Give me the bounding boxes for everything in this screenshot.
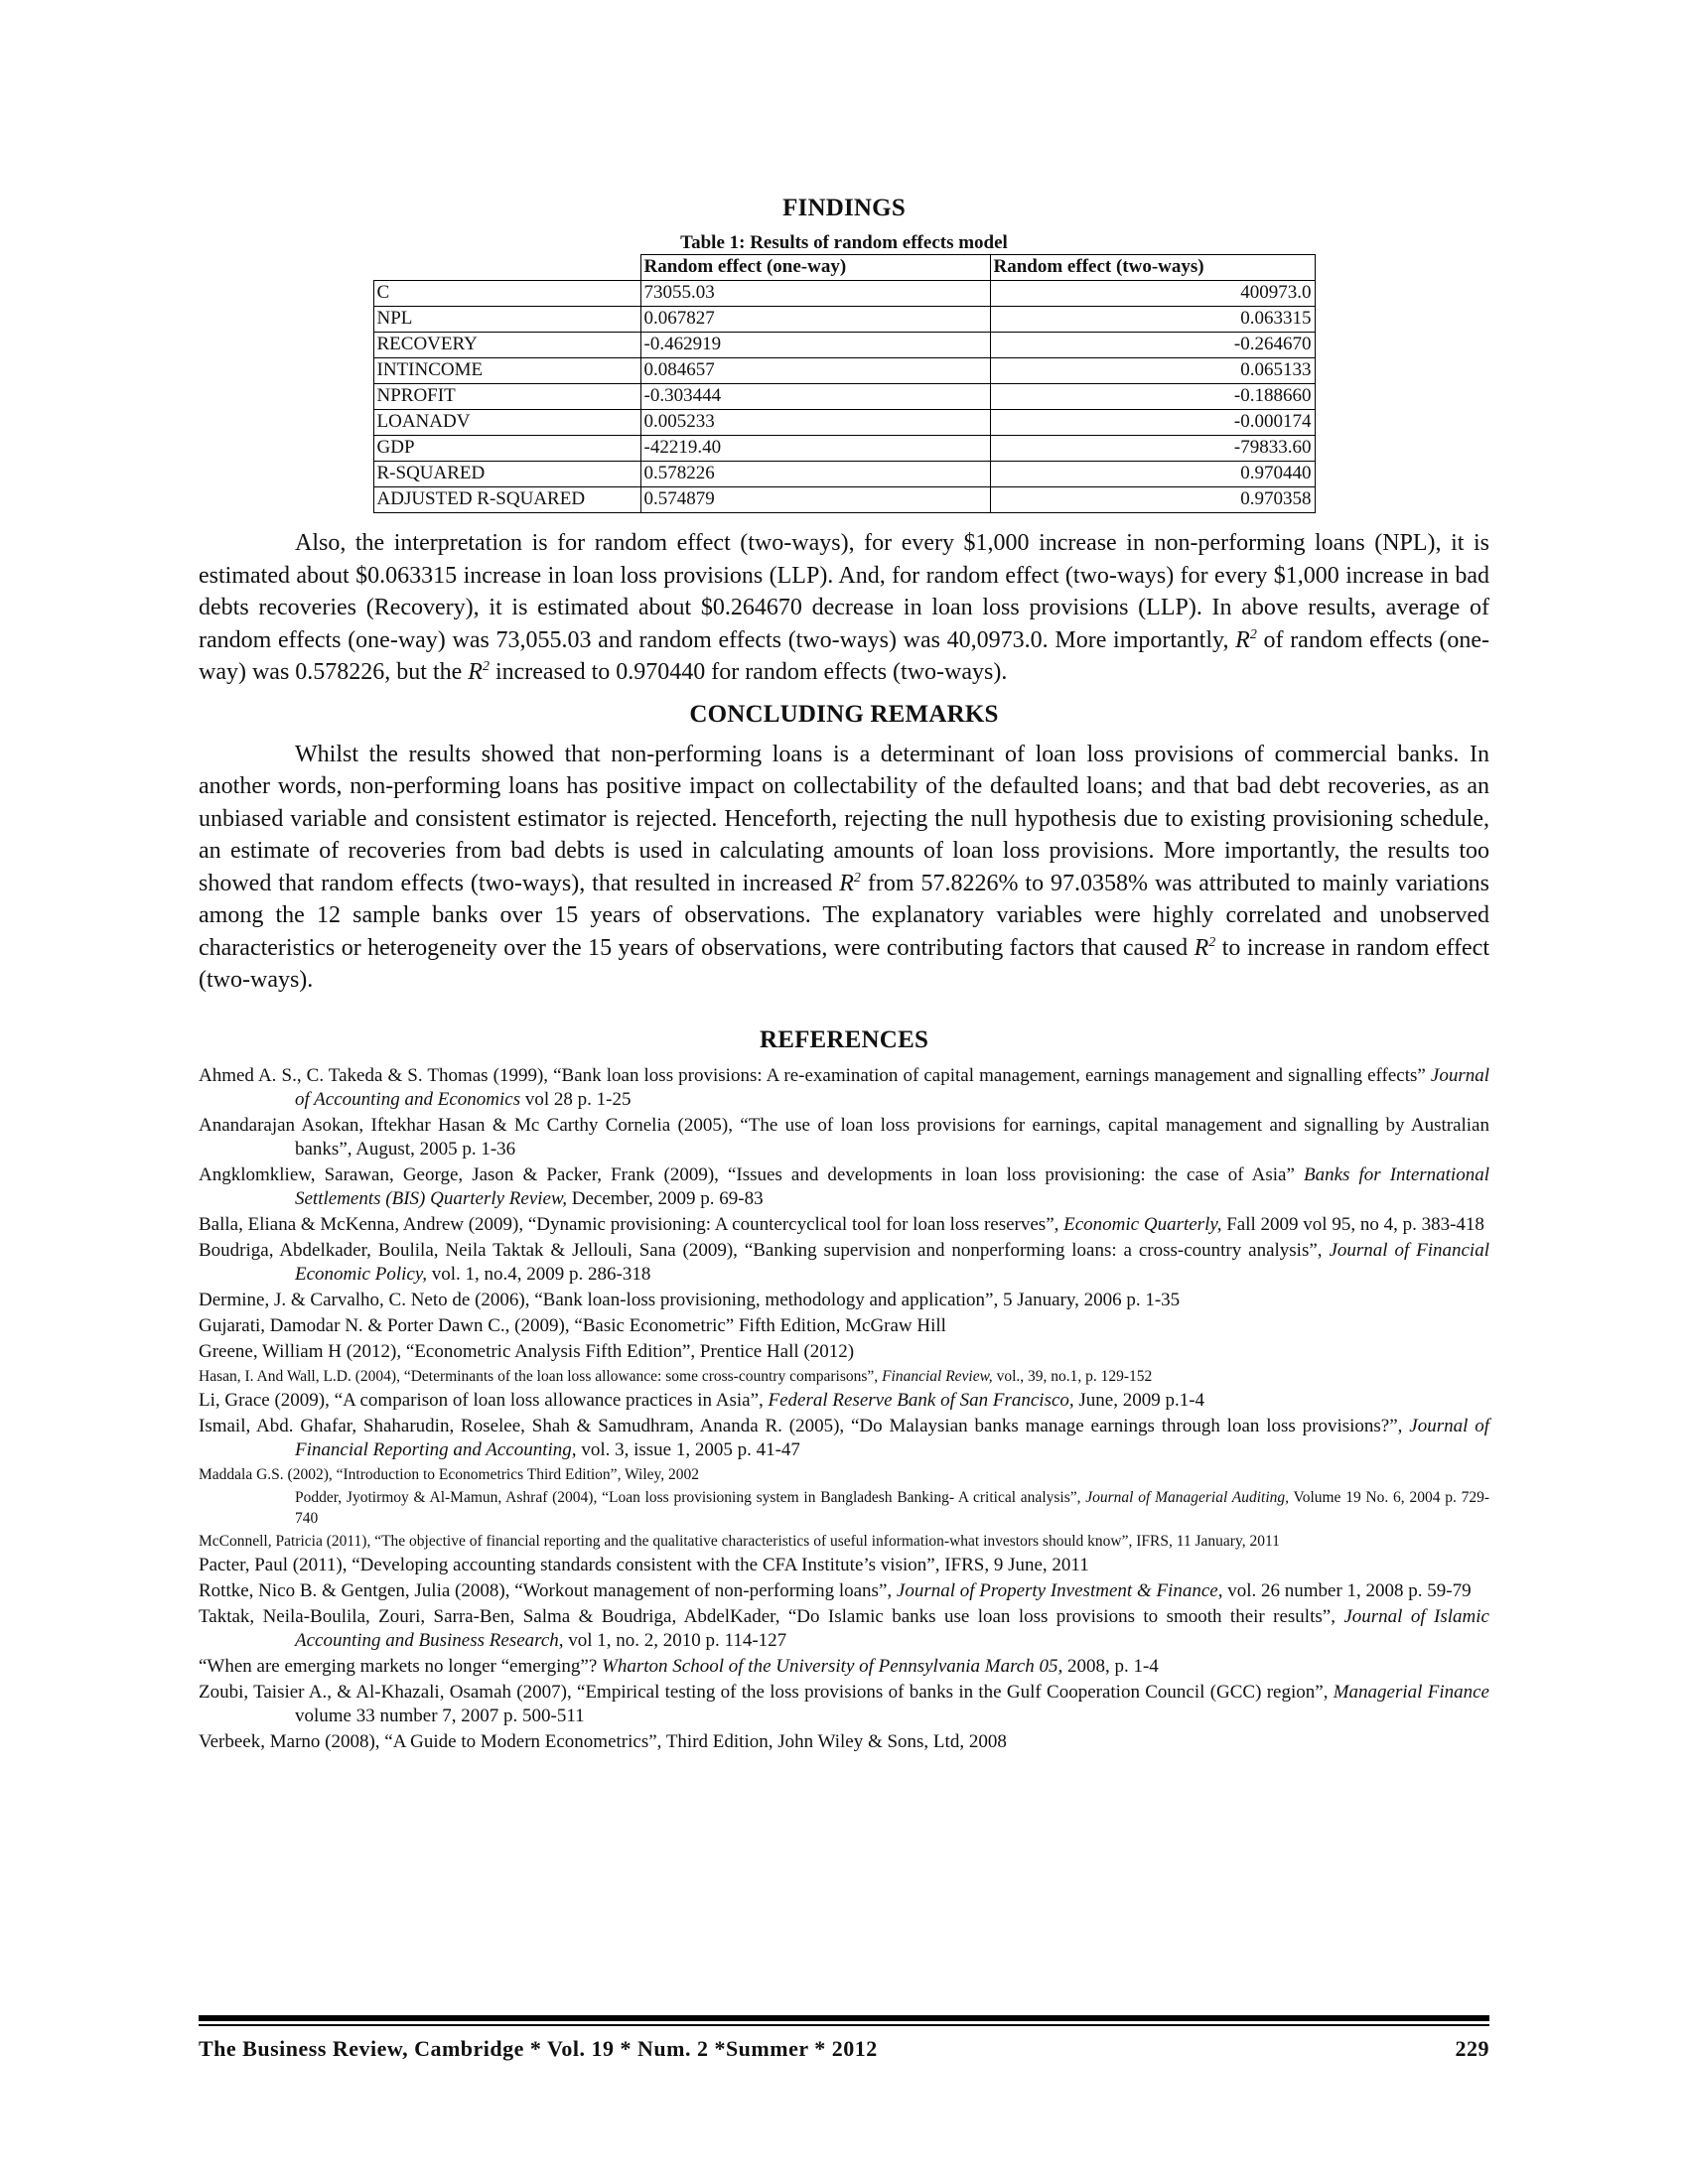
reference-text: “When are emerging markets no longer “emerging”?: [199, 1655, 603, 1677]
reference-journal: Journal of Islamic Accounting and Business Research,: [295, 1605, 1489, 1651]
findings-text-3: increased to 0.970440 for random effects (two-ways).: [494, 659, 1008, 685]
reference-entry: [199, 1605, 1489, 1653]
concluding-text-1: Whilst the results showed that non-performing loans is a determinant of loan loss provisions of commercial banks. In another words, non-performing loans has positive impact on collectability of the defaulted loans; and that bad debt recoveries, as an unbiased variable and consistent estimator is rejected. Henceforth, rejecting the null hypothesis due to existing provisioning schedule, an estimate of recoveries from bad debts is used in calculating amounts of loan loss provisions. More importantly, the results too showed that random effects (two-ways), that resulted in increased: [199, 741, 1489, 896]
r-symbol: R: [468, 659, 483, 685]
two-ways-value-cell: 0.970440: [990, 462, 1315, 487]
row-name-cell: RECOVERY: [373, 333, 640, 358]
reference-text: Pacter, Paul (2011), “Developing accounting standards consistent with the CFA Institute’s vision”, IFRS, 9 June, 2011: [199, 1554, 1089, 1575]
reference-journal: Economic Quarterly,: [1063, 1213, 1222, 1235]
two-ways-value-cell: 400973.0: [990, 281, 1315, 307]
table-row: [373, 436, 1315, 462]
table-caption: Table 1: Results of random effects model: [680, 232, 1008, 253]
one-way-value-cell: 0.005233: [640, 410, 990, 436]
footer-journal: The Business Review, Cambridge * Vol. 19 * Num. 2 *Summer * 2012: [199, 2036, 878, 2061]
one-way-value-cell: 0.578226: [640, 462, 990, 487]
reference-text: vol. 1, no.4, 2009 p. 286-318: [426, 1263, 651, 1285]
table-row: [373, 462, 1315, 487]
reference-text: June, 2009 p.1-4: [1073, 1389, 1205, 1411]
footer-rule-thin: [199, 2024, 1489, 2026]
reference-text: Balla, Eliana & McKenna, Andrew (2009), “Dynamic provisioning: A countercyclical tool for loan loss reserves”,: [199, 1213, 1064, 1235]
footer-page-number: 229: [1455, 2036, 1489, 2061]
reference-text: McConnell, Patricia (2011), “The objective of financial reporting and the qualitative characteristics of useful information-what investors should know”, IFRS, 11 January, 2011: [199, 1532, 1280, 1550]
reference-journal: Journal of Financial Reporting and Accounting,: [295, 1415, 1489, 1460]
table-row: [373, 333, 1315, 358]
row-name-cell: LOANADV: [373, 410, 640, 436]
r-squared-exponent: 2: [1249, 626, 1257, 642]
one-way-value-cell: -0.462919: [640, 333, 990, 358]
one-way-value-cell: -42219.40: [640, 436, 990, 462]
reference-entry: [199, 1730, 1489, 1754]
r-symbol: R: [1194, 934, 1209, 961]
two-ways-value-cell: 0.063315: [990, 307, 1315, 333]
one-way-value-cell: 0.574879: [640, 487, 990, 513]
reference-text: vol. 26 number 1, 2008 p. 59-79: [1222, 1579, 1472, 1601]
reference-text: December, 2009 p. 69-83: [567, 1187, 764, 1209]
table-header-one-way: Random effect (one-way): [640, 255, 990, 281]
findings-heading: FINDINGS: [782, 195, 906, 221]
reference-journal: Federal Reserve Bank of San Francisco,: [768, 1389, 1074, 1411]
concluding-paragraph: [199, 739, 1489, 997]
references-heading: REFERENCES: [759, 1025, 929, 1053]
reference-text: Angklomkliew, Sarawan, George, Jason & Packer, Frank (2009), “Issues and developments in loan loss provisioning: the case of Asia”: [199, 1163, 1304, 1185]
reference-entry: [199, 1415, 1489, 1462]
r-symbol: R: [1235, 626, 1250, 653]
concluding-heading: CONCLUDING REMARKS: [689, 700, 999, 728]
two-ways-value-cell: 0.065133: [990, 358, 1315, 384]
reference-entry: [199, 1389, 1489, 1413]
reference-text: Li, Grace (2009), “A comparison of loan loss allowance practices in Asia”,: [199, 1389, 769, 1411]
reference-entry: [199, 1239, 1489, 1287]
reference-entry: [199, 1289, 1489, 1312]
reference-journal: Financial Review,: [882, 1367, 993, 1385]
one-way-value-cell: 73055.03: [640, 281, 990, 307]
references-list: [199, 1064, 1489, 1754]
table-row: [373, 410, 1315, 436]
reference-journal: Banks for International Settlements (BIS) Quarterly Review,: [295, 1163, 1489, 1209]
table-header-row: [373, 255, 1315, 281]
findings-paragraph: [199, 527, 1489, 689]
reference-entry: [199, 1487, 1489, 1529]
two-ways-value-cell: 0.970358: [990, 487, 1315, 513]
one-way-value-cell: -0.303444: [640, 384, 990, 410]
reference-entry: [199, 1340, 1489, 1364]
reference-journal: Journal of Managerial Auditing,: [1085, 1488, 1290, 1506]
table-header-blank: [373, 255, 640, 281]
table-row: [373, 307, 1315, 333]
reference-text: vol. 3, issue 1, 2005 p. 41-47: [576, 1438, 800, 1460]
concluding-text-2: from 57.8226% to 97.0358% was attributed to mainly variations among the 12 sample banks over 15 years of observations. The explanatory variables were highly correlated and unobserved characteristics or heterogeneity over the 15 years of observations, were contributing factors that caused: [199, 870, 1490, 961]
reference-text: Dermine, J. & Carvalho, C. Neto de (2006), “Bank loan-loss provisioning, methodology and application”, 5 January, 2006 p. 1-35: [199, 1289, 1181, 1310]
row-name-cell: NPROFIT: [373, 384, 640, 410]
reference-text: Volume 19 No. 6, 2004 p. 729-740: [295, 1488, 1490, 1527]
two-ways-value-cell: -0.188660: [990, 384, 1315, 410]
table-header-two-ways: Random effect (two-ways): [990, 255, 1315, 281]
reference-text: Verbeek, Marno (2008), “A Guide to Modern Econometrics”, Third Edition, John Wiley & Sons, Ltd, 2008: [199, 1730, 1007, 1752]
table-row: [373, 487, 1315, 513]
reference-entry: [199, 1531, 1489, 1552]
reference-entry: [199, 1655, 1489, 1679]
reference-text: Greene, William H (2012), “Econometric Analysis Fifth Edition”, Prentice Hall (2012): [199, 1340, 855, 1362]
r-squared-exponent: 2: [482, 659, 490, 674]
reference-entry: [199, 1213, 1489, 1237]
two-ways-value-cell: -0.000174: [990, 410, 1315, 436]
reference-text: Ahmed A. S., C. Takeda & S. Thomas (1999), “Bank loan loss provisions: A re-examination of capital management, earnings management and signalling effects”: [199, 1064, 1431, 1086]
concluding-text-3: to increase in random effect (two-ways).: [199, 934, 1489, 993]
reference-entry: [199, 1366, 1489, 1387]
reference-text: Taktak, Neila-Boulila, Zouri, Sarra-Ben, Salma & Boudriga, AbdelKader, “Do Islamic banks use loan loss provisions to smooth their results”,: [199, 1605, 1344, 1627]
reference-journal: Wharton School of the University of Pennsylvania March 05,: [602, 1655, 1063, 1677]
reference-text: Boudriga, Abdelkader, Boulila, Neila Taktak & Jellouli, Sana (2009), “Banking supervision and nonperforming loans: a cross-country analysis”,: [199, 1239, 1330, 1261]
findings-text-1: Also, the interpretation is for random effect (two-ways), for every $1,000 increase in non-performing loans (NPL), it is estimated about $0.063315 increase in loan loss provisions (LLP). And, for random effect (two-ways) for every $1,000 increase in bad debts recoveries (Recovery), it is estimated about $0.264670 decrease in loan loss provisions (LLP). In above results, average of random effects (one-way) was 73,055.03 and random effects (two-ways) was 40,0973.0. More importantly,: [199, 530, 1489, 653]
reference-journal: Journal of Financial Economic Policy,: [295, 1239, 1489, 1285]
reference-entry: [199, 1554, 1489, 1577]
one-way-value-cell: 0.084657: [640, 358, 990, 384]
reference-entry: [199, 1314, 1489, 1338]
findings-text-2: of random effects (one-way) was 0.578226, but the: [199, 626, 1490, 685]
reference-journal: Journal of Accounting and Economics: [295, 1064, 1489, 1110]
footer-row: [199, 2036, 1489, 2062]
reference-entry: [199, 1464, 1489, 1485]
reference-text: Podder, Jyotirmoy & Al-Mamun, Ashraf (2004), “Loan loss provisioning system in Bangladesh Banking- A critical analysis”,: [295, 1488, 1086, 1506]
reference-text: Anandarajan Asokan, Iftekhar Hasan & Mc Carthy Cornelia (2005), “The use of loan loss provisions for earnings, capital management and signalling by Australian banks”, August, 2005 p. 1-36: [199, 1114, 1489, 1160]
row-name-cell: ADJUSTED R-SQUARED: [373, 487, 640, 513]
table-row: [373, 281, 1315, 307]
reference-text: Rottke, Nico B. & Gentgen, Julia (2008), “Workout management of non-performing loans”,: [199, 1579, 897, 1601]
row-name-cell: GDP: [373, 436, 640, 462]
reference-entry: [199, 1579, 1489, 1603]
reference-text: 2008, p. 1-4: [1062, 1655, 1159, 1677]
table-row: [373, 358, 1315, 384]
reference-journal: Managerial Finance: [1333, 1681, 1489, 1703]
row-name-cell: C: [373, 281, 640, 307]
reference-text: Hasan, I. And Wall, L.D. (2004), “Determinants of the loan loss allowance: some cross-country comparisons”,: [199, 1367, 883, 1385]
page-content: [199, 195, 1489, 1756]
row-name-cell: R-SQUARED: [373, 462, 640, 487]
reference-entry: [199, 1163, 1489, 1211]
two-ways-value-cell: -79833.60: [990, 436, 1315, 462]
row-name-cell: NPL: [373, 307, 640, 333]
r-symbol: R: [839, 870, 854, 896]
reference-text: volume 33 number 7, 2007 p. 500-511: [295, 1705, 585, 1726]
page-footer: [199, 2015, 1489, 2062]
row-name-cell: INTINCOME: [373, 358, 640, 384]
table-row: [373, 384, 1315, 410]
r-squared-exponent: 2: [853, 870, 861, 886]
reference-text: Gujarati, Damodar N. & Porter Dawn C., (2009), “Basic Econometric” Fifth Edition, McGraw Hill: [199, 1314, 946, 1336]
reference-journal: Journal of Property Investment & Finance,: [896, 1579, 1223, 1601]
footer-rule-thick: [199, 2015, 1489, 2021]
r-squared-exponent: 2: [1208, 934, 1216, 950]
reference-text: vol 28 p. 1-25: [520, 1088, 632, 1110]
reference-text: Maddala G.S. (2002), “Introduction to Econometrics Third Edition”, Wiley, 2002: [199, 1465, 700, 1483]
reference-text: vol., 39, no.1, p. 129-152: [992, 1367, 1153, 1385]
reference-text: Ismail, Abd. Ghafar, Shaharudin, Roselee, Shah & Samudhram, Ananda R. (2005), “Do Malaysian banks manage earnings through loan loss provisions?”,: [199, 1415, 1410, 1436]
two-ways-value-cell: -0.264670: [990, 333, 1315, 358]
results-table: [373, 254, 1316, 513]
reference-text: Fall 2009 vol 95, no 4, p. 383-418: [1221, 1213, 1484, 1235]
reference-entry: [199, 1114, 1489, 1161]
table-body: [373, 281, 1315, 513]
reference-text: Zoubi, Taisier A., & Al-Khazali, Osamah (2007), “Empirical testing of the loss provisions of banks in the Gulf Cooperation Council (GCC) region”,: [199, 1681, 1334, 1703]
one-way-value-cell: 0.067827: [640, 307, 990, 333]
reference-text: vol 1, no. 2, 2010 p. 114-127: [563, 1629, 787, 1651]
reference-entry: [199, 1064, 1489, 1112]
reference-entry: [199, 1681, 1489, 1728]
